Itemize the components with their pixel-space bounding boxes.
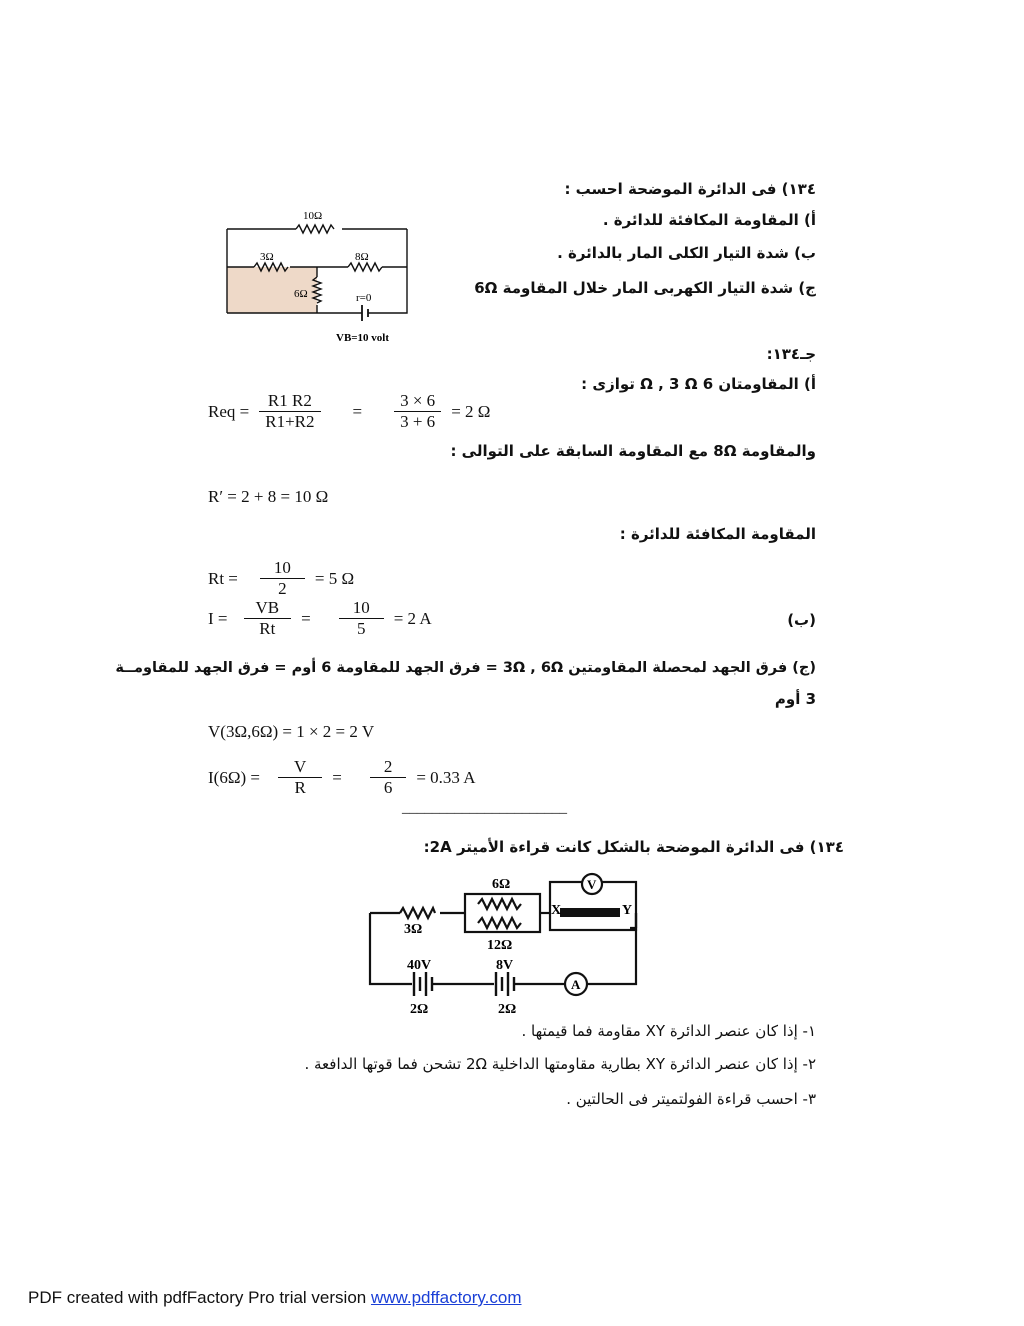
- i-result: = 2 A: [393, 608, 432, 628]
- battery-8v: [496, 972, 514, 996]
- battery-symbol: [362, 305, 368, 321]
- q1-part-b: ب) شدة التيار الكلى المار بالدائرة .: [557, 244, 816, 262]
- a1-part-c-cont: 3 أوم: [774, 690, 816, 708]
- req-f2-num: 3 × 6: [394, 391, 441, 412]
- req-fraction-2: [394, 391, 441, 432]
- req-equation: [208, 391, 490, 432]
- req-f2-den: 3 + 6: [400, 412, 436, 431]
- rt-equation: [208, 558, 354, 599]
- resistor-6ohm: [478, 899, 521, 909]
- resistor-10: [296, 225, 334, 233]
- label-8v: 8V: [496, 958, 514, 973]
- i-f2-den: 5: [356, 619, 366, 638]
- req-lhs: Req =: [208, 401, 250, 421]
- xy-element: [560, 908, 620, 917]
- i-equation: [208, 598, 432, 639]
- i-f2-num: 10: [339, 598, 384, 619]
- label-vb: VB=10 volt: [336, 332, 390, 344]
- circuit-diagram-2: [360, 866, 650, 1026]
- a1-header: جـ١٣٤:: [766, 345, 816, 363]
- req-eq-sign: =: [352, 401, 363, 421]
- i-f1-den: Rt: [259, 619, 276, 638]
- label-r-top: 10Ω: [303, 210, 323, 222]
- i-eq-sign: =: [301, 608, 311, 628]
- i6-f2-num: 2: [370, 757, 407, 778]
- q1-header: ١٣٤) فى الدائرة الموضحة احسب :: [564, 180, 816, 198]
- q1-part-a: أ) المقاومة المكافئة للدائرة .: [602, 211, 816, 229]
- rt-lhs: Rt =: [208, 568, 238, 588]
- circuit-diagram-1: [218, 205, 428, 350]
- pdf-footer: [28, 1288, 522, 1308]
- label-r-right: 8Ω: [355, 251, 369, 263]
- label-voltmeter: V: [587, 877, 597, 892]
- battery-40v: [414, 972, 432, 996]
- i6-f1-num: V: [278, 757, 322, 778]
- i-fraction-1: [244, 598, 292, 639]
- right-wire: [586, 913, 636, 984]
- i6-result: = 0.33 A: [416, 767, 476, 787]
- label-6ohm: 6Ω: [492, 877, 511, 892]
- a1-part-c-text: (ج) فرق الجهد لمحصلة المقاومتين 3Ω , 6Ω = فرق الجهد للمقاومة 6 أوم = فرق الجهد للمقاومــة: [115, 660, 816, 676]
- label-x: X: [551, 903, 562, 918]
- a1-equiv-text: المقاومة المكافئة للدائرة :: [619, 525, 816, 543]
- label-12ohm: 12Ω: [487, 938, 513, 953]
- q2-item-1: ١- إذا كان عنصر الدائرة XY مقاومة فما قيمتها .: [521, 1022, 816, 1040]
- req-fraction-1: [259, 391, 320, 432]
- label-40v-r: 2Ω: [410, 1002, 429, 1017]
- i6-f1-den: R: [294, 778, 306, 797]
- label-40v: 40V: [407, 958, 432, 973]
- a1-series-text: والمقاومة 8Ω مع المقاومة السابقة على التوالى :: [450, 442, 816, 460]
- resistor-3ohm: [400, 908, 435, 918]
- q2-item-2: ٢- إذا كان عنصر الدائرة XY بطارية مقاومتها الداخلية 2Ω تشحن فما قوتها الدافعة .: [304, 1055, 816, 1073]
- i-fraction-2: [339, 598, 384, 639]
- req-f1-den: R1+R2: [265, 412, 315, 431]
- label-ammeter: A: [571, 977, 581, 992]
- i6-eq-sign: =: [332, 767, 342, 787]
- i-lhs: I =: [208, 608, 228, 628]
- i6-f2-den: 6: [383, 778, 393, 797]
- rt-result: = 5 Ω: [314, 568, 355, 588]
- req-result: = 2 Ω: [451, 401, 491, 421]
- i6-fraction-2: [370, 757, 407, 798]
- resistor-8: [348, 263, 382, 271]
- label-r-left: 3Ω: [260, 251, 274, 263]
- rt-num: 10: [260, 558, 305, 579]
- label-y: Y: [622, 903, 633, 918]
- i6-fraction-1: [278, 757, 322, 798]
- label-8v-r: 2Ω: [498, 1002, 517, 1017]
- q2-item-3: ٣- احسب قراءة الفولتميتر فى الحالتين .: [566, 1090, 816, 1108]
- label-r-internal: r=0: [356, 292, 372, 304]
- r-prime-equation: R′ = 2 + 8 = 10 Ω: [208, 487, 329, 506]
- resistor-12ohm: [478, 918, 521, 928]
- rt-den: 2: [278, 579, 287, 598]
- footer-link[interactable]: www.pdffactory.com: [370, 1288, 522, 1307]
- rt-fraction: [260, 558, 305, 599]
- i6-lhs: I(6Ω) =: [208, 767, 260, 787]
- a1-step-a: أ) المقاومتان 6 Ω , 3 Ω توازى :: [581, 375, 816, 393]
- label-r-mid: 6Ω: [294, 288, 308, 300]
- label-3ohm: 3Ω: [404, 922, 423, 937]
- q1-part-c: ج) شدة التيار الكهربى المار خلال المقاومة 6Ω: [474, 279, 816, 297]
- v-equation: V(3Ω,6Ω) = 1 × 2 = 2 V: [208, 722, 375, 741]
- footer-text: PDF created with pdfFactory Pro trial version: [28, 1288, 371, 1307]
- i-f1-num: VB: [244, 598, 292, 619]
- req-f1-num: R1 R2: [259, 391, 320, 412]
- q2-header: ١٣٤) فى الدائرة الموضحة بالشكل كانت قراءة الأميتر 2A:: [423, 838, 844, 856]
- separator-line: ______________________: [402, 800, 567, 816]
- i6-equation: [208, 757, 476, 798]
- a1-part-b-label: (ب): [787, 611, 816, 629]
